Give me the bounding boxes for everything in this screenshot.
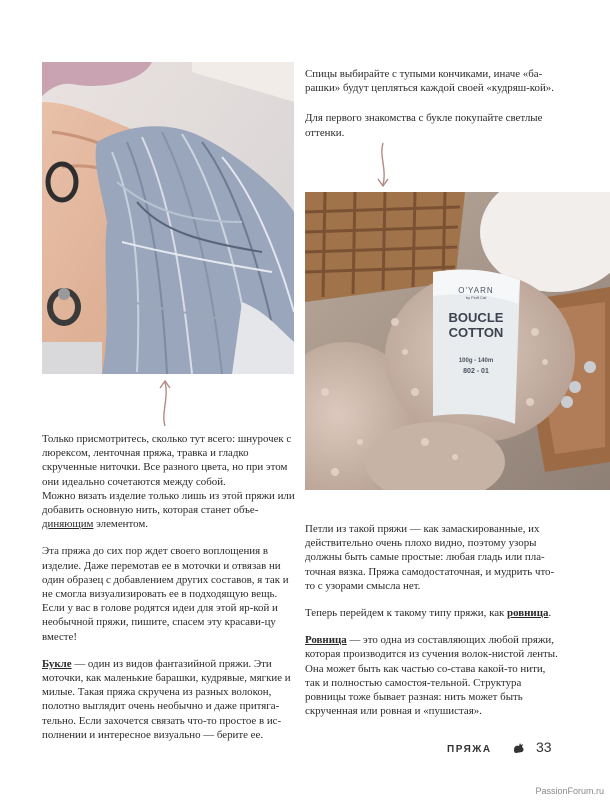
watermark: PassionForum.ru: [535, 786, 604, 796]
boucle-cotton-photo: [305, 192, 610, 490]
term-boucle: Букле: [42, 657, 72, 670]
term-rovnitsa: Ровница: [305, 634, 347, 647]
label-weight: 100g - 140m: [458, 358, 494, 364]
label-code: 802 - 01: [463, 368, 489, 375]
label-line2: COTTON: [448, 325, 504, 340]
left-p2: Можно вязать изделие только лишь из этой пряжи или добавить основную нить, которая станет объе-диняющим элементом.: [42, 489, 295, 531]
right-p3: Ровница — это одна из составляющих любой пряжи, которая производится из сучения волок-нистой ленты. Она может быть как частью со-става какой-то нити, так и полностью самостоя-тельной. Структура ровницы тоже бывает разная: нить может быть скрученная или ровная и «пушистая».: [305, 634, 558, 718]
left-column-text: [42, 432, 296, 755]
right-top-text: [305, 67, 563, 153]
yarn-label: [433, 280, 519, 375]
left-p4: Букле — один из видов фантазийной пряжи. Эти моточки, как маленькие барашки, кудрявые, мягкие и милые. Такая пряжа скручена из разных волокон, полотно выглядит очень необычно и даже притяга-тельно. Если захочется связать что-то простое в ис-полнении и интересное визуально — берите ее.: [42, 657, 291, 741]
tip-needles: Спицы выбирайте с тупыми кончиками, иначе «ба-рашки» будут цепляться каждой своей «кудряш-кой».: [305, 68, 554, 95]
tip-colors: Для первого знакомства с букле покупайте светлые оттенки.: [305, 112, 543, 139]
left-p1: Только присмотритесь, сколько тут всего: шнурочек с люрексом, ленточная пряжа, травка и гладко скрученные ниточки. Все разного цвета, но при этом они идеально сочетаются между собой.: [42, 433, 292, 488]
left-p3: Эта пряжа до сих пор ждет своего воплощения в изделие. Даже перемотав ее в моточки и отвязав ни один образец с добавлением других составов, я так и не смогла визуализировать ее в подходящую вещь. Если у вас в голове родятся идеи для этой яр-кой и необычной пряжи, пишите, спасем эту красави-цу вместе!: [42, 545, 289, 643]
page-number: 33: [536, 739, 552, 755]
label-line1: BOUCLE: [448, 310, 504, 325]
hen-icon: [512, 741, 526, 755]
right-p2: Теперь перейдем к такому типу пряжи, как ровница.: [305, 607, 552, 620]
term-rovnitsa-inline: ровница: [507, 607, 549, 620]
label-brand: O'YARN: [458, 286, 494, 295]
arrow-up-icon: [155, 378, 175, 428]
right-column-text: [305, 522, 561, 731]
right-p1: Петли из такой пряжи — как замаскированные, их действительно очень плохо видно, поэтому узоры должны быть самые простые: любая гладь или пла-точная вязка. Пряжа самодостаточная, и мудрить что-то с узорами смысла нет.: [305, 523, 555, 592]
section-label: ПРЯЖА: [447, 744, 492, 755]
label-brand-sub: by Fluff Cat: [465, 295, 487, 300]
yarn-hand-photo: [42, 62, 294, 374]
